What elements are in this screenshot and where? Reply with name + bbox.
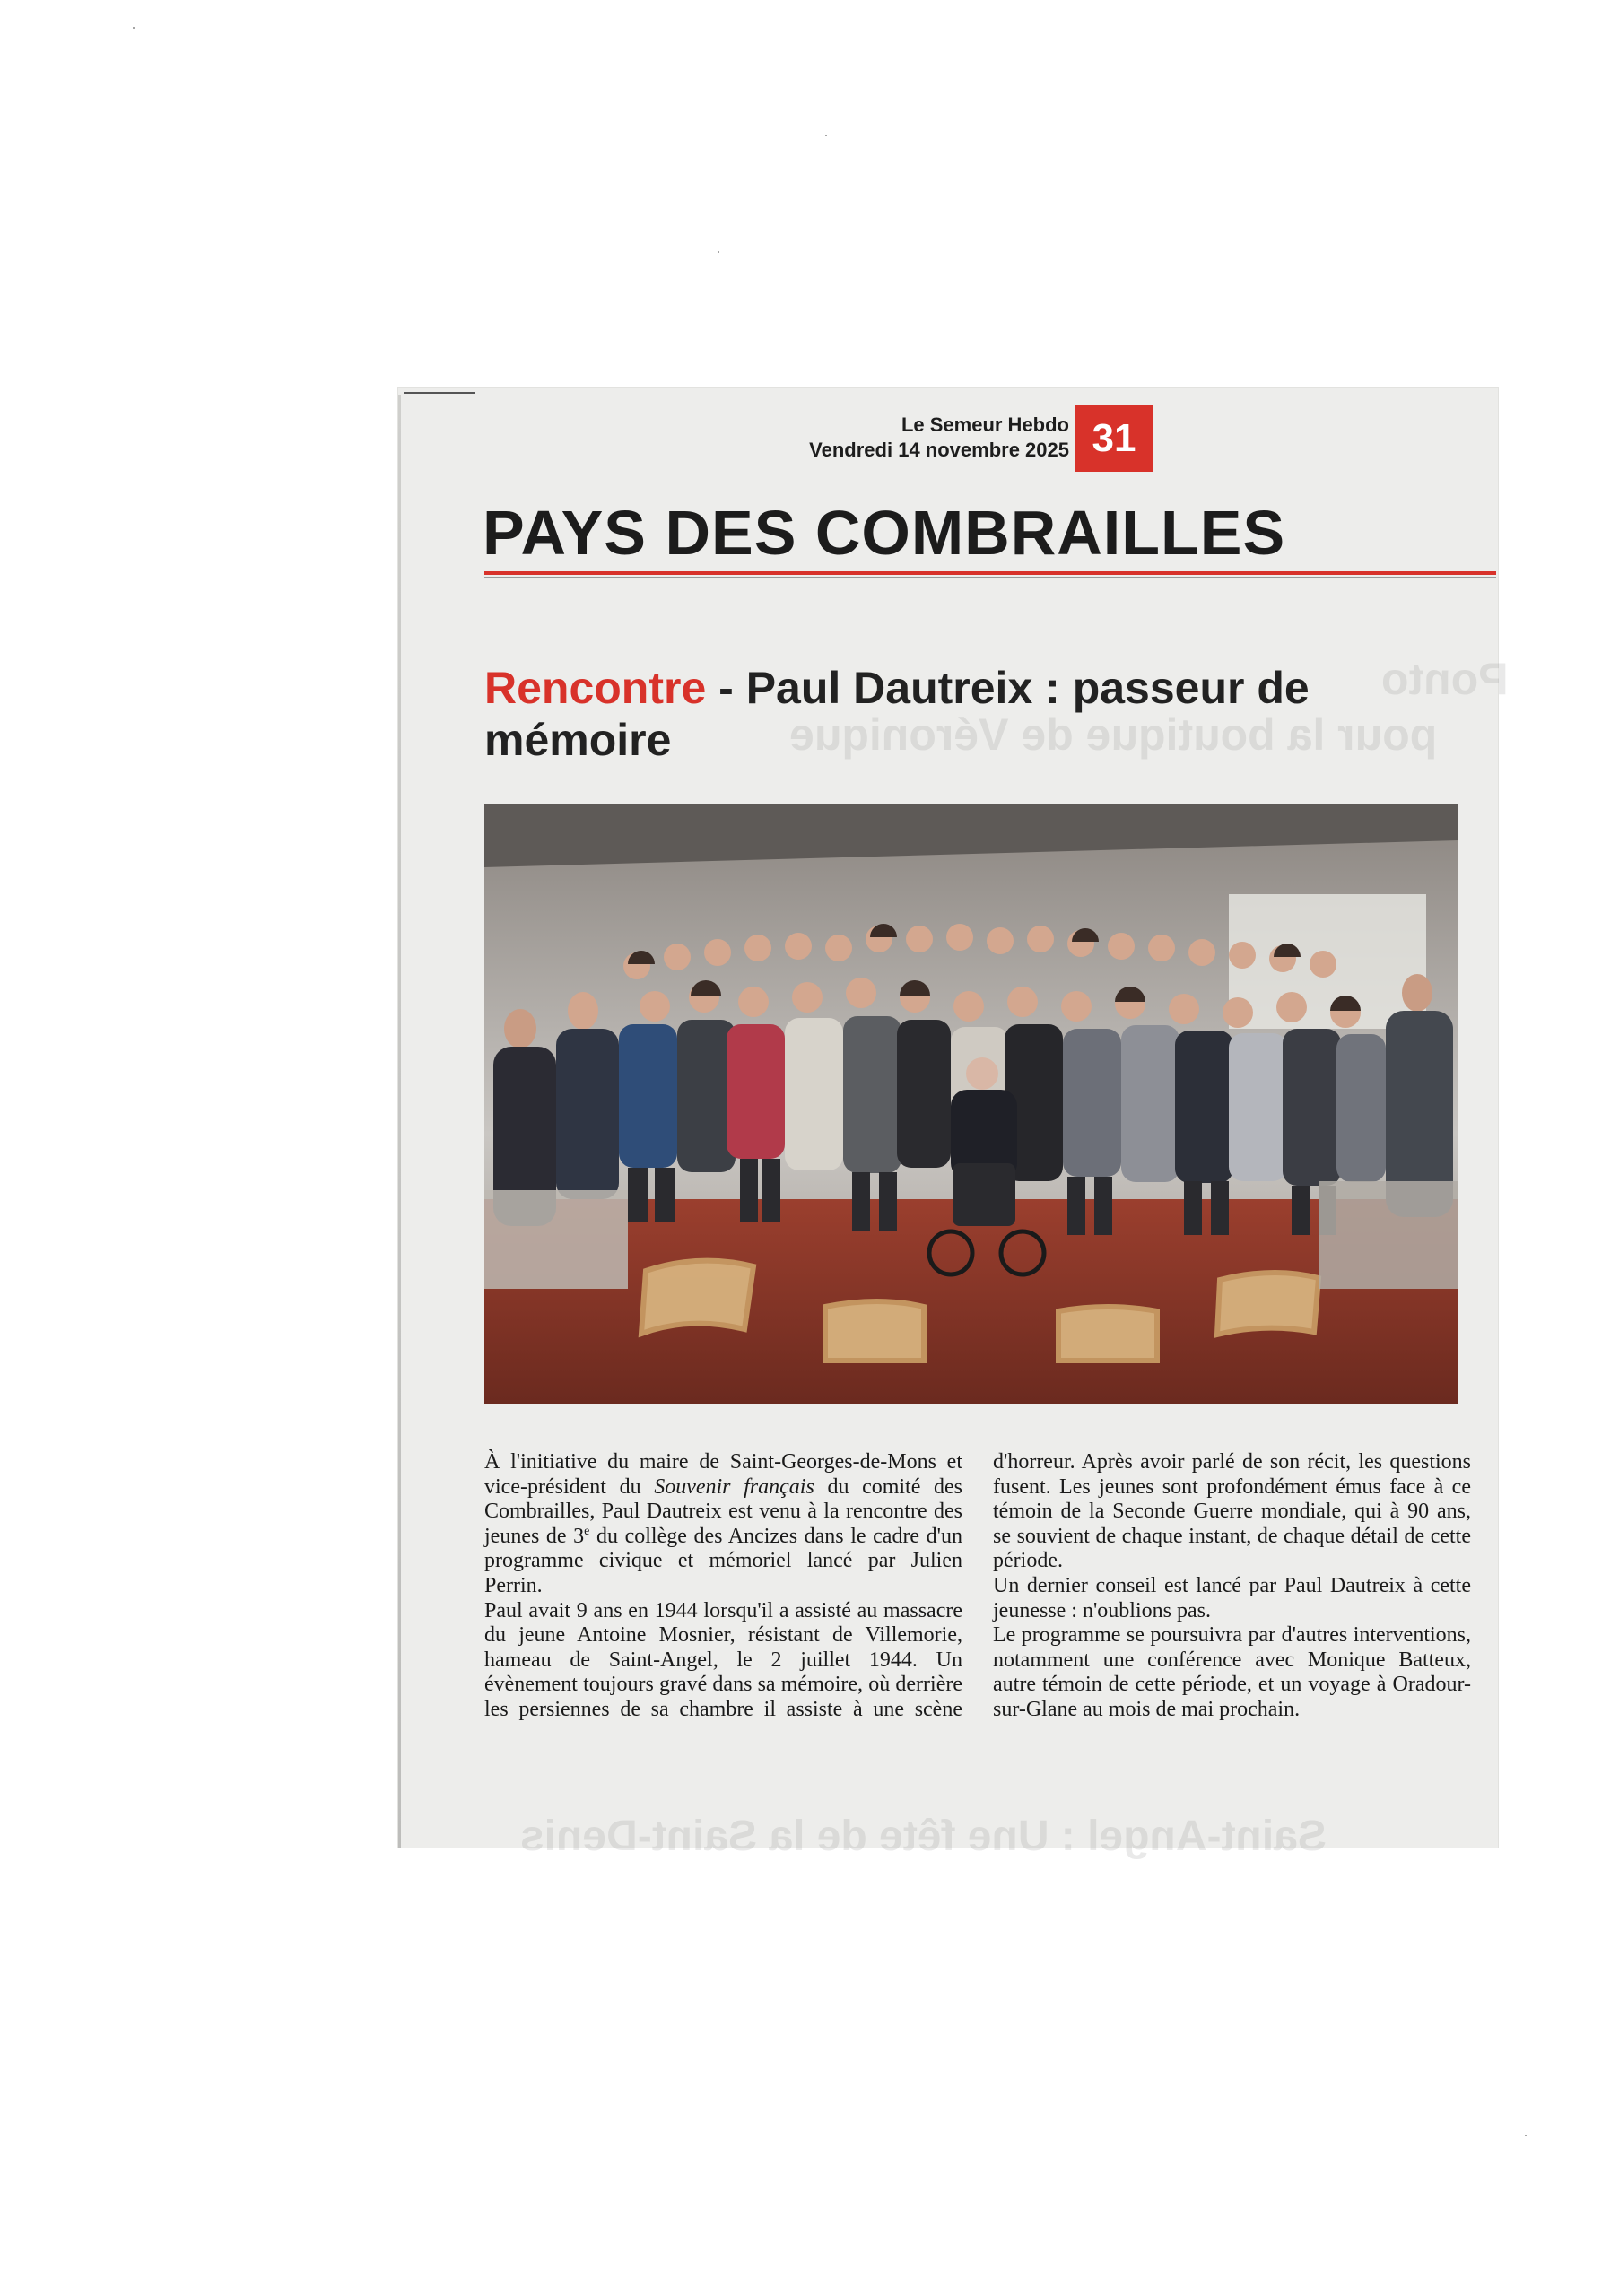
ordinal-superscript: e [584, 1524, 590, 1538]
folio [782, 413, 1069, 463]
paragraph-1-part-1: À l'initiative du maire de Saint-Georges-de-Mons et vice-président du [484, 1450, 962, 1499]
group-photo-icon [484, 804, 1458, 1404]
paragraph-1-part-3: du collège des Ancizes dans le cadre d'un programme civique et mémoriel lancé par Julien Perrin. [484, 1524, 963, 1597]
clipping-edge [398, 395, 401, 1848]
paragraph-1-part-2: du comité des Combrailles, Paul Dautreix est venu à la rencontre des jeunes de 3 [484, 1474, 962, 1548]
article-body [484, 1450, 1471, 1723]
publication-name: Le Semeur Hebdo [901, 413, 1069, 436]
paragraph-2: Paul avait 9 ans en 1944 lorsqu'il a assisté au massacre du jeune Antoine Mosnier, résistant de Villemorie, hameau de Saint-Angel, le 2 juillet 1944. Un évènement toujours gravé dans sa mémoire, où derrière les persiennes de sa chambre il assiste à une scène d'horreur. Après avoir parlé de son récit, les questions fusent. Les jeunes sont profondément émus face à ce témoin de la Seconde Guerre mondiale, qui à 90 ans, se souvient de chaque instant, de chaque détail de cette période. [484, 1450, 1471, 1721]
rubric-rule-thin [484, 577, 1496, 578]
clipping-top-rule [404, 392, 475, 394]
article-column-text [484, 1450, 1471, 1723]
article-headline [484, 662, 1417, 766]
headline-kicker: Rencontre [484, 663, 707, 713]
paragraph-3: Un dernier conseil est lancé par Paul Dautreix à cette jeunesse : n'oublions pas. [993, 1573, 1471, 1622]
article-photo [484, 804, 1458, 1404]
bleed-through-text: Ponto [1381, 654, 1509, 704]
issue-date: Vendredi 14 novembre 2025 [809, 439, 1069, 461]
souvenir-francais-emphasis: Souvenir français [654, 1474, 814, 1499]
headline-separator: - [706, 663, 746, 713]
paragraph-1 [484, 1450, 962, 1599]
page-number-badge: 31 [1075, 405, 1153, 472]
rubric-rule [484, 571, 1496, 575]
headline-text: Paul Dautreix : passeur de mémoire [484, 663, 1310, 765]
paragraph-4: Le programme se poursuivra par d'autres interventions, notamment une conférence avec Monique Batteux, autre témoin de cette période, et un voyage à Oradour-sur-Glane au mois de mai prochain. [993, 1623, 1471, 1721]
bleed-through-text: Saint-Angel : Une fête de la Saint-Denis [520, 1813, 1327, 1860]
bleed-through-text: pour la boutique de Véronique [789, 709, 1438, 760]
section-rubric: PAYS DES COMBRAILLES [483, 498, 1286, 568]
